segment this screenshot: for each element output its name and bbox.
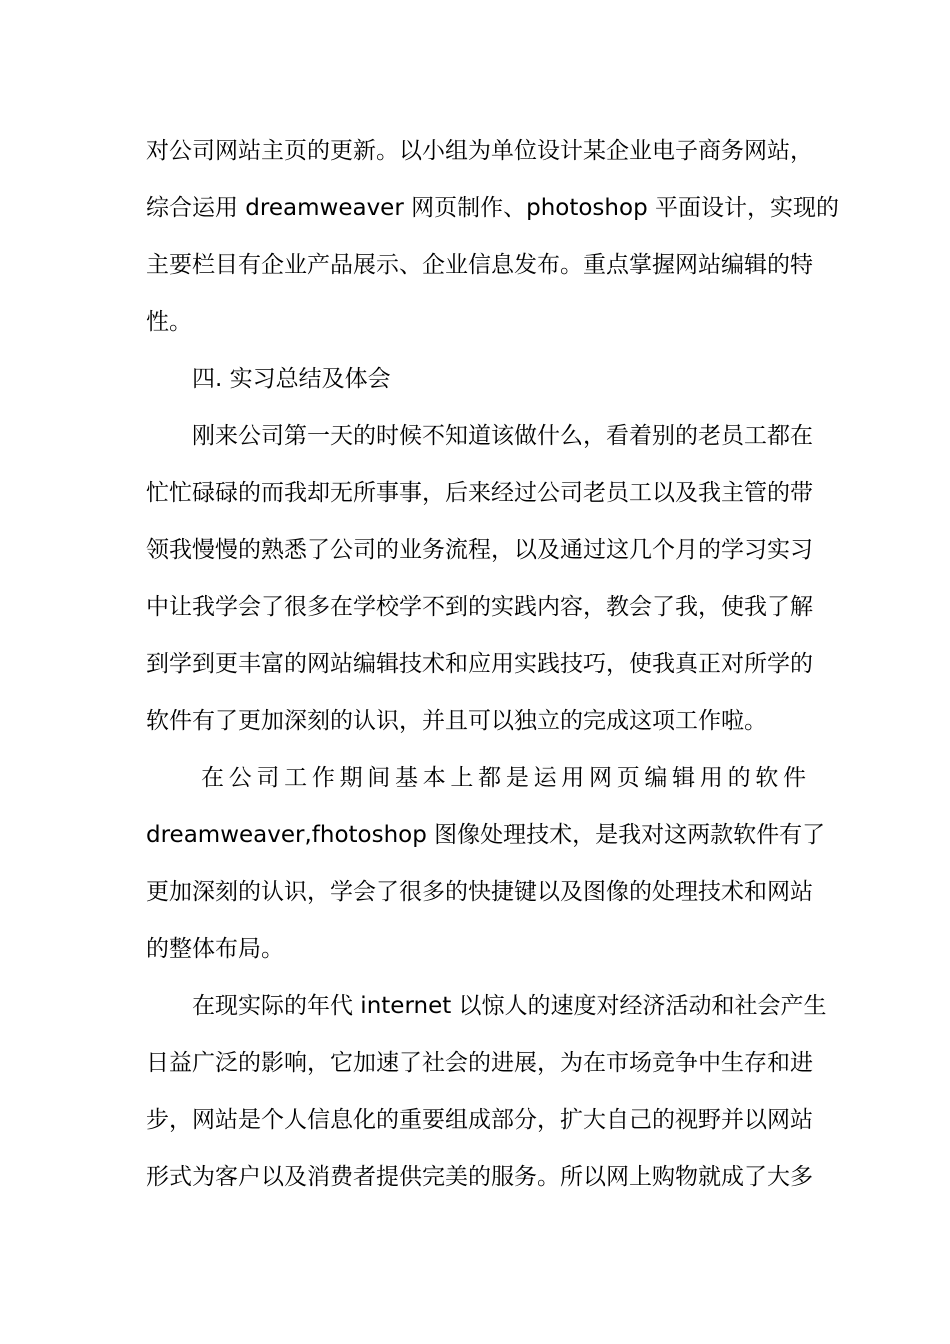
text-line: 主要栏目有企业产品展示、企业信息发布。重点掌握网站编辑的特 (146, 252, 813, 278)
text-line: 到学到更丰富的网站编辑技术和应用实践技巧，使我真正对所学的 (146, 651, 813, 677)
text-line: 日益广泛的影响，它加速了社会的进展，为在市场竞争中生存和进 (146, 1050, 813, 1076)
text-line: 软件有了更加深刻的认识，并且可以独立的完成这项工作啦。 (146, 708, 767, 734)
text-line: 中让我学会了很多在学校学不到的实践内容，教会了我，使我了解 (146, 594, 813, 620)
text-line: 在公司工作期间基本上都是运用网页编辑用的软件 (201, 765, 806, 791)
text-line: 刚来公司第一天的时候不知道该做什么，看着别的老员工都在 (192, 423, 813, 449)
text-line: 的整体布局。 (146, 936, 284, 962)
text-line: 在现实际的年代 internet 以惊人的速度对经济活动和社会产生 (192, 993, 827, 1019)
text-line: 性。 (146, 309, 192, 335)
text-line: 对公司网站主页的更新。以小组为单位设计某企业电子商务网站， (146, 138, 813, 164)
text-line: 形式为客户以及消费者提供完美的服务。所以网上购物就成了大多 (146, 1164, 813, 1190)
text-line: dreamweaver,fhotoshop 图像处理技术，是我对这两款软件有了 (146, 822, 826, 848)
text-line: 忙忙碌碌的而我却无所事事，后来经过公司老员工以及我主管的带 (146, 480, 813, 506)
section-heading: 四. 实习总结及体会 (192, 366, 391, 392)
text-line: 综合运用 dreamweaver 网页制作、photoshop 平面设计，实现的 (146, 195, 839, 221)
text-line: 领我慢慢的熟悉了公司的业务流程，以及通过这几个月的学习实习 (146, 537, 813, 563)
text-line: 更加深刻的认识，学会了很多的快捷键以及图像的处理技术和网站 (146, 879, 813, 905)
text-line: 步，网站是个人信息化的重要组成部分，扩大自己的视野并以网站 (146, 1107, 813, 1133)
